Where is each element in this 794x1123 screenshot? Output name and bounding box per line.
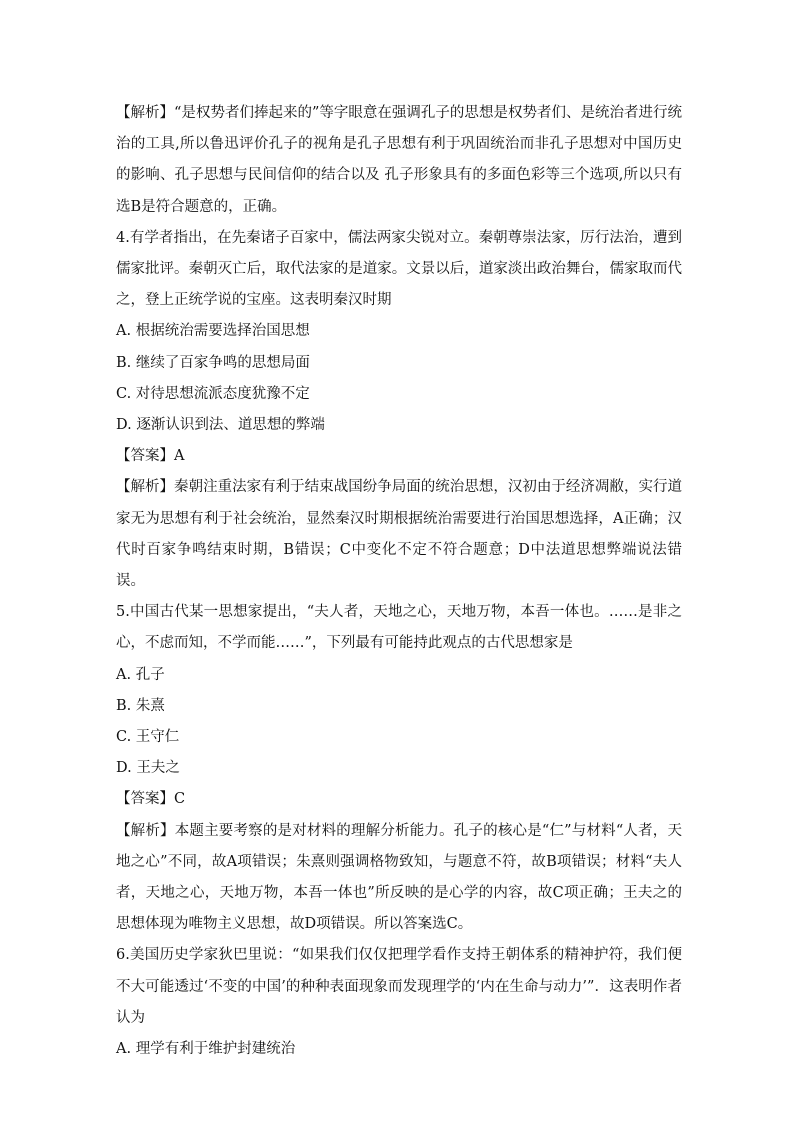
question-5-stem: 5.中国古代某一思想家提出，“夫人者，天地之心，天地万物，本吾一体也。……是非之心，不虑而知，不学而能……”，下列最有可能持此观点的古代思想家是 <box>116 604 682 652</box>
question-6-option-a: A. 理学有利于维护封建统治 <box>116 1041 296 1058</box>
question-4-answer: 【答案】A <box>116 448 185 465</box>
question-5-option-a: A. 孔子 <box>116 666 165 683</box>
question-4-analysis: 【解析】秦朝注重法家有利于结束战国纷争局面的统治思想，汉初由于经济凋敝，实行道家无为思想有利于社会统治，显然秦汉时期根据统治需要进行治国思想选择，A正确；汉代时百家争鸣结束时期，B错误；C中变化不定不符合题意；D中法道思想弊端说法错误。 <box>116 479 682 590</box>
question-5-analysis: 【解析】本题主要考察的是对材料的理解分析能力。孔子的核心是“仁”与材料“人者，天地之心”不同，故A项错误；朱熹则强调格物致知，与题意不符，故B项错误；材料“夫人者，天地之心，天地万物，本吾一体也”所反映的是心学的内容，故C项正确；王夫之的思想体现为唯物主义思想，故D项错误。所以答案选C。 <box>116 822 682 933</box>
analysis-paragraph: 【解析】“是权势者们捧起来的”等字眼意在强调孔子的思想是权势者们、是统治者进行统治的工具,所以鲁迅评价孔子的视角是孔子思想有利于巩固统治而非孔子思想对中国历史的影响、孔子思想与民间信仰的结合以及 孔子形象具有的多面色彩等三个选项,所以只有选B是符合题意的，正确。 <box>116 105 682 215</box>
question-5-option-d: D. 王夫之 <box>116 760 180 777</box>
question-4-option-c: C. 对待思想流派态度犹豫不定 <box>116 385 310 402</box>
question-6-stem: 6.美国历史学家狄巴里说：“如果我们仅仅把理学看作支持王朝体系的精神护符，我们便不大可能透过‘不变的中国’的种种表面现象而发现理学的‘内在生命与动力’”．这表明作者认为 <box>116 947 682 1026</box>
question-5-option-b: B. 朱熹 <box>116 697 165 714</box>
question-4-option-a: A. 根据统治需要选择治国思想 <box>116 323 310 340</box>
question-4-stem: 4.有学者指出，在先秦诸子百家中，儒法两家尖锐对立。秦朝尊崇法家，厉行法治，遭到儒家批评。秦朝灭亡后，取代法家的是道家。文景以后，道家淡出政治舞台，儒家取而代之，登上正统学说的宝座。这表明秦汉时期 <box>116 229 682 309</box>
question-4-option-b: B. 继续了百家争鸣的思想局面 <box>116 354 310 371</box>
question-5-answer: 【答案】C <box>116 791 186 808</box>
question-4-option-d: D. 逐渐认识到法、道思想的弊端 <box>116 417 325 434</box>
question-5-option-c: C. 王守仁 <box>116 729 180 746</box>
document-body <box>116 98 682 1065</box>
